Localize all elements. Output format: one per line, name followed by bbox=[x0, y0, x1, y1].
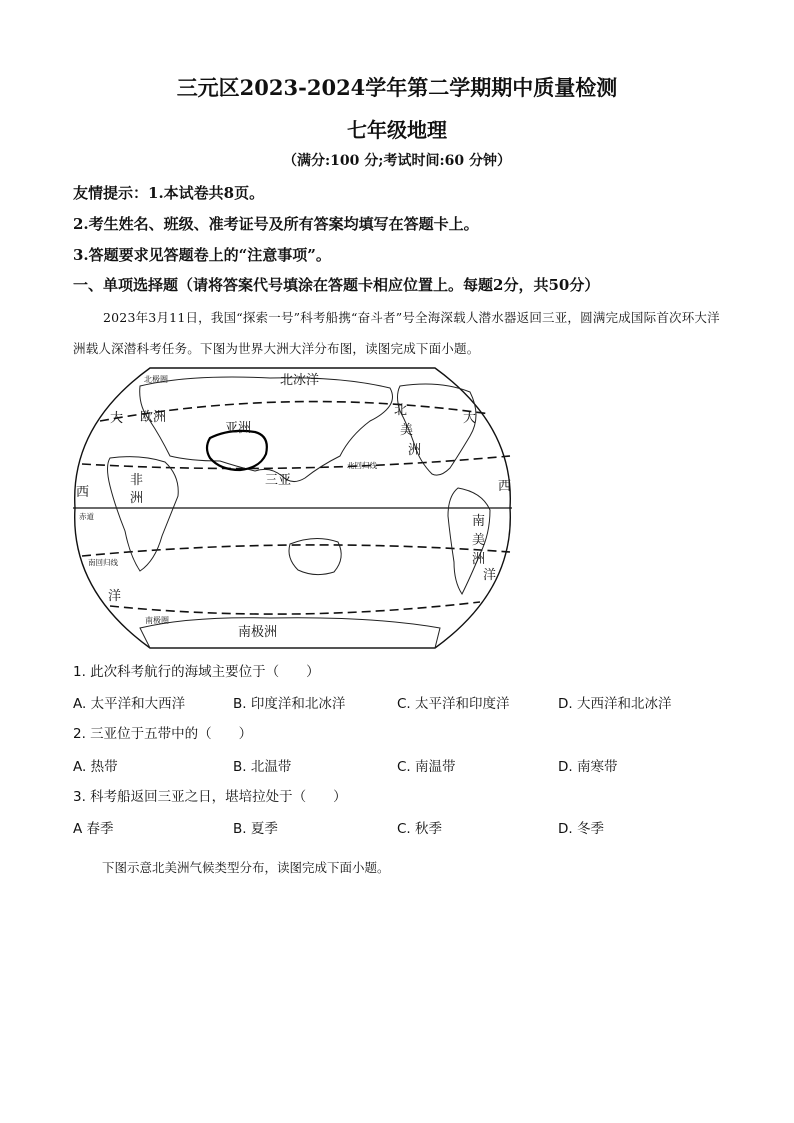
q3-option-b[interactable]: B. 夏季 bbox=[233, 821, 278, 837]
q1-option-a[interactable]: A. 太平洋和大西洋 bbox=[73, 696, 186, 712]
label-africa-1: 非 bbox=[130, 473, 144, 488]
label-arctic-circle: 北极圈 bbox=[144, 375, 168, 384]
label-europe: 欧洲 bbox=[140, 410, 167, 425]
label-sanya: 三亚 bbox=[265, 473, 292, 488]
exam-meta: （满分:100 分;考试时间:60 分钟） bbox=[283, 153, 511, 169]
label-tropic-capricorn: 南回归线 bbox=[88, 558, 118, 567]
label-antarctica: 南极洲 bbox=[238, 625, 278, 640]
q2-option-a[interactable]: A. 热带 bbox=[73, 759, 118, 775]
antarctic-circle-line bbox=[110, 602, 480, 614]
exam-subject: 七年级地理 bbox=[347, 118, 447, 142]
label-equator: 赤道 bbox=[79, 512, 94, 521]
question-1-stem: 1. 此次科考航行的海域主要位于（ ） bbox=[73, 664, 320, 680]
label-north-america-3: 洲 bbox=[408, 443, 422, 458]
section-heading: 一、单项选择题（请将答案代号填涂在答题卡相应位置上。每题2分，共50分） bbox=[73, 276, 600, 294]
tip-1: 友情提示：1.本试卷共8页。 bbox=[73, 184, 265, 202]
label-north-america-2: 美 bbox=[400, 423, 414, 438]
label-tropic-cancer: 北回归线 bbox=[347, 461, 377, 470]
label-south-america-1: 南 bbox=[472, 514, 486, 529]
q3-option-a[interactable]: A 春季 bbox=[73, 821, 114, 837]
label-atlantic-left-1: 大 bbox=[110, 411, 124, 426]
next-question-note: 下图示意北美洲气候类型分布，读图完成下面小题。 bbox=[102, 860, 390, 875]
antarctica-outline bbox=[140, 618, 440, 648]
label-atlantic-left-3: 洋 bbox=[108, 589, 122, 604]
q1-option-d[interactable]: D. 大西洋和北冰洋 bbox=[558, 696, 672, 712]
q2-option-c[interactable]: C. 南温带 bbox=[397, 759, 456, 775]
label-arctic-ocean: 北冰洋 bbox=[280, 373, 320, 388]
label-north-america-1: 北 bbox=[394, 403, 408, 418]
label-south-america-2: 美 bbox=[472, 533, 486, 548]
world-map bbox=[70, 366, 515, 650]
q1-option-c[interactable]: C. 太平洋和印度洋 bbox=[397, 696, 510, 712]
label-africa-2: 洲 bbox=[130, 491, 144, 506]
question-3-stem: 3. 科考船返回三亚之日，堪培拉处于（ ） bbox=[73, 789, 347, 805]
exam-title: 三元区2023-2024学年第二学期期中质量检测 bbox=[176, 75, 618, 100]
question-2-stem: 2. 三亚位于五带中的（ ） bbox=[73, 726, 253, 742]
label-atlantic-right-3: 洋 bbox=[483, 568, 497, 583]
tip-3: 3.答题要求见答题卷上的“注意事项”。 bbox=[73, 246, 331, 264]
label-south-america-3: 洲 bbox=[472, 552, 486, 567]
q3-option-d[interactable]: D. 冬季 bbox=[558, 821, 604, 837]
label-atlantic-left-2: 西 bbox=[76, 485, 90, 500]
australia-outline bbox=[289, 538, 341, 574]
tropic-capricorn-line bbox=[82, 545, 510, 556]
label-atlantic-right-2: 西 bbox=[498, 479, 512, 494]
q2-option-d[interactable]: D. 南寒带 bbox=[558, 759, 618, 775]
q3-option-c[interactable]: C. 秋季 bbox=[397, 821, 443, 837]
china-outline bbox=[207, 431, 267, 470]
label-antarctic-circle: 南极圈 bbox=[145, 616, 169, 625]
label-atlantic-right-1: 大 bbox=[463, 411, 477, 426]
question-passage: 2023年3月11日，我国“探索一号”科考船携“奋斗者”号全海深载人潜水器返回三亚，圆满完成国际首次环大洋洲载人深潜科考任务。下图为世界大洲大洋分布图，读图完成下面小题。 bbox=[73, 310, 720, 356]
tip-2: 2.考生姓名、班级、准考证号及所有答案均填写在答题卡上。 bbox=[73, 215, 479, 233]
label-asia: 亚洲 bbox=[225, 421, 252, 436]
q2-option-b[interactable]: B. 北温带 bbox=[233, 759, 292, 775]
q1-option-b[interactable]: B. 印度洋和北冰洋 bbox=[233, 696, 346, 712]
